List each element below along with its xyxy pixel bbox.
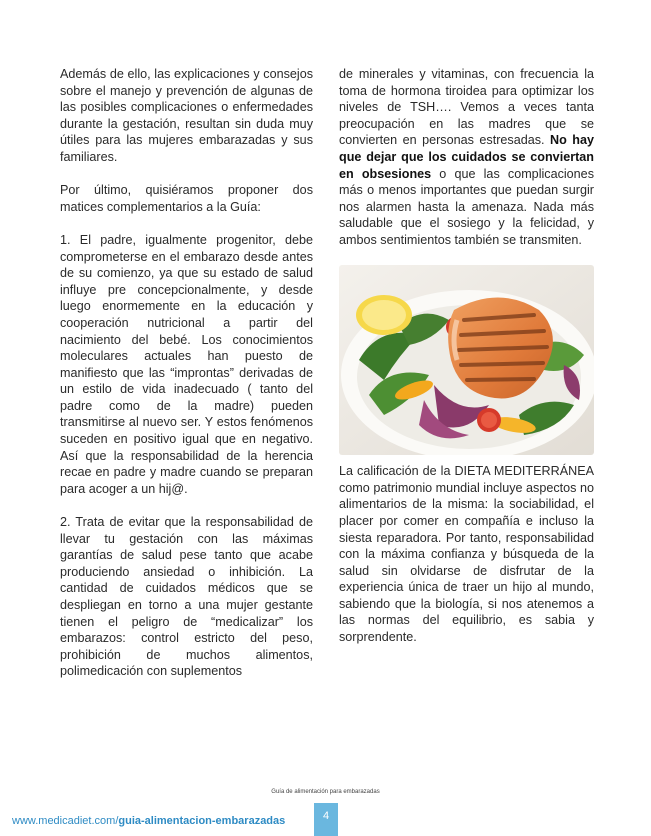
paragraph-minerales xyxy=(339,66,594,249)
page-number-badge xyxy=(314,803,338,836)
right-column xyxy=(339,66,594,662)
paragraph-responsabilidad: 2. Trata de evitar que la responsabilidad de llevar tu gestación con las máximas garantías de salud pese tanto que acabe produciendo ansiedad o inhibición. La cantidad de cuidados médicos que se despliegan en torno a una mujer gestante tienen el peligro de “medicalizar” los embarazos: control estricto del peso, prohibición de muchos alimentos, polimedicación con suplementos xyxy=(60,515,313,679)
salmon-salad-photo xyxy=(339,265,594,455)
footer-link[interactable] xyxy=(12,815,285,827)
paragraph-minerales-text-b: o que las complicaciones más o menos importantes que puedan surgir nos alarmen hasta la amenaza. Nada más saludable que el sosiego y la felicidad, y ambos sentimientos también se transmiten. xyxy=(339,166,594,247)
page-number: 4 xyxy=(322,810,330,822)
paragraph-matices: Por último, quisiéramos proponer dos matices complementarios a la Guía: xyxy=(60,183,313,214)
paragraph-intro: Además de ello, las explicaciones y consejos sobre el manejo y prevención de algunas de las posibles complicaciones o enfermedades durante la gestación, resultan sin duda muy útiles para las mujeres embarazadas y sus familiares. xyxy=(60,67,313,164)
paragraph-minerales-text-a: de minerales y vitaminas, con frecuencia la toma de hormona tiroidea para optimizar los niveles de TSH…. Vemos a veces tanta preocupación en las madres que se convierten en personas estresadas. xyxy=(339,67,594,148)
highlight-obsesiones: No hay que dejar que los cuidados se conviertan en obsesiones xyxy=(339,133,594,181)
paragraph-padre: 1. El padre, igualmente progenitor, debe comprometerse en el embarazo desde antes de su comienzo, ya que su estado de salud influye pre concepcionalmente, y desde luego enormemente en la educación y cooperación nutricional a partir del nacimiento del bebé. Los conocimientos moleculares actuales han puesto de manifiesto que las “improntas” derivadas de un estilo de vida inadecuado ( tanto del padre como de la madre) pueden transmitirse al nuevo ser. Y estos fenómenos suceden en positivo igual que en negativo. Así que la responsabilidad de la herencia recae en padre y madre cuando se preparan para acoger a un hij@. xyxy=(60,232,313,496)
left-column xyxy=(60,66,313,697)
paragraph-dieta-mediterranea: La calificación de la DIETA MEDITERRÁNEA como patrimonio mundial incluye aspectos no alimentarios de la misma: la sociabilidad, el placer por comer en compañía e incluso la siesta reparadora. Por tanto, responsabilidad con la máxima confianza y búsqueda de la salud sin olvidarse de disfrutar de la experiencia única de traer un hijo al mundo, sabiendo que la biología, si nos atenemos a las normas del equilibrio, es sabia y sorprendente. xyxy=(339,464,594,645)
footer-url-domain[interactable]: www.medicadiet.com/ xyxy=(12,815,119,827)
footer-url-path[interactable]: guia-alimentacion-embarazadas xyxy=(118,815,286,827)
footer-guide-title: Guía de alimentación para embarazadas xyxy=(271,789,380,795)
